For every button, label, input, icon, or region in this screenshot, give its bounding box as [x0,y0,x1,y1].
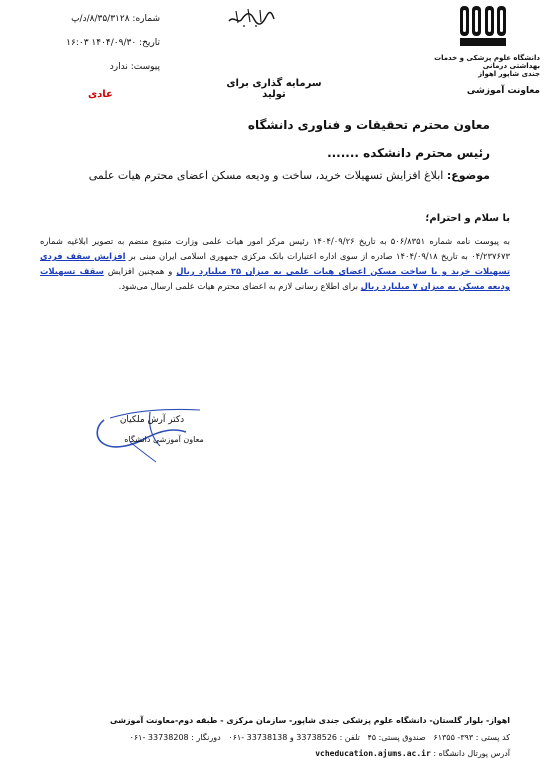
portal-label: آدرس پورتال دانشگاه : [433,749,510,758]
postal-code: ۳۹۳- ۶۱۳۵۵ [433,733,474,742]
year-slogan: سرمایه گذاری برای تولید [226,78,322,100]
addressee-line-2: رئیس محترم دانشکده ....... [327,146,490,160]
body-part-3: برای اطلاع رسانی لازم به اعضای محترم هیات علمی ارسال می‌شود. [118,281,358,291]
university-name-line1: دانشگاه علوم پزشکی و خدمات بهداشتی درمانی [434,54,540,70]
fax-number: 33738208 -۰۶۱ [129,733,189,742]
fax-label: دورنگار : [191,733,221,742]
subject-line [70,169,490,182]
body-highlight-2: سقف تسهیلات ودیعه مسکن به میزان ۷ میلیارد ریال [40,266,510,291]
subject-text: ابلاغ افزایش تسهیلات خرید، ساخت و ودیعه مسکن اعضای محترم هیات علمی [88,169,444,182]
university-logo-icon [458,4,508,48]
signature-icon [90,390,220,470]
letter-date-label: تاریخ: [139,38,160,48]
phone-number: 33738526 و 33738138 -۰۶۱ [228,733,338,742]
attachment-value: ندارد [109,62,128,72]
letter-number-label: شماره: [132,14,160,24]
subject-label: موضوع: [446,169,490,182]
footer-portal [30,749,510,758]
footer-contacts [30,733,510,742]
letter-date [40,38,160,48]
po-box: ۴۵ [367,733,377,742]
priority-badge: عادی [88,89,113,100]
addressee-line-1: معاون محترم تحقیقات و فناوری دانشگاه [247,118,490,132]
letter-number-value: ۸/۳۵/۳۱۲۸/د/پ [71,14,130,24]
greeting: با سلام و احترام؛ [425,213,510,224]
phone-label: تلفن : [339,733,360,742]
calligraphy-heading-icon [226,5,276,29]
attachment-label: پیوست: [130,62,160,72]
portal-link[interactable]: vcheducation.ajums.ac.ir [315,749,431,758]
letter-attachment [40,62,160,72]
footer-address: اهواز- بلوار گلستان- دانشگاه علوم پزشکی جندی شاپور- سازمان مرکزی - طبقه دوم-معاونت آموزشی [109,716,510,725]
body-part-1: به پیوست نامه شماره ۵۰۶/۸۳۵۱ به تاریخ ۱۴۰۴/۰۹/۲۶ رئیس مرکز امور هیات علمی وزارت متبوع منضم به تصویر ابلاغیه شماره ۰۴/۲۳۷۶۷۳ به تاریخ ۱۴۰۴/۰۹/۱۸ صادره از سوی اداره اعتبارات بانک مرکزی جمهوری اسلامی ایران مبنی بر [40,236,510,261]
letter-number [40,14,160,24]
svg-text:دکتر آرش ملکیان: دکتر آرش ملکیان [119,415,185,425]
letter-body [40,234,510,294]
postal-code-label: کد پستی : [475,733,510,742]
svg-text:معاون آموزشی دانشگاه: معاون آموزشی دانشگاه [124,435,204,444]
body-highlight-1: افزایش سقف فردی تسهیلات خرید و یا ساخت مسکن اعضای هیات علمی به میزان ۲۵ میلیارد ریال [40,251,511,276]
letter-date-value: ۱۴۰۴/۰۹/۳۰ ۱۶:۰۳ [66,38,137,48]
body-part-2: و همچنین افزایش [107,266,173,276]
po-box-label: صندوق پستی: [378,733,426,742]
university-name-line2: جندی شاپور اهواز [478,70,540,78]
department-name: معاونت آموزشی [466,86,540,96]
